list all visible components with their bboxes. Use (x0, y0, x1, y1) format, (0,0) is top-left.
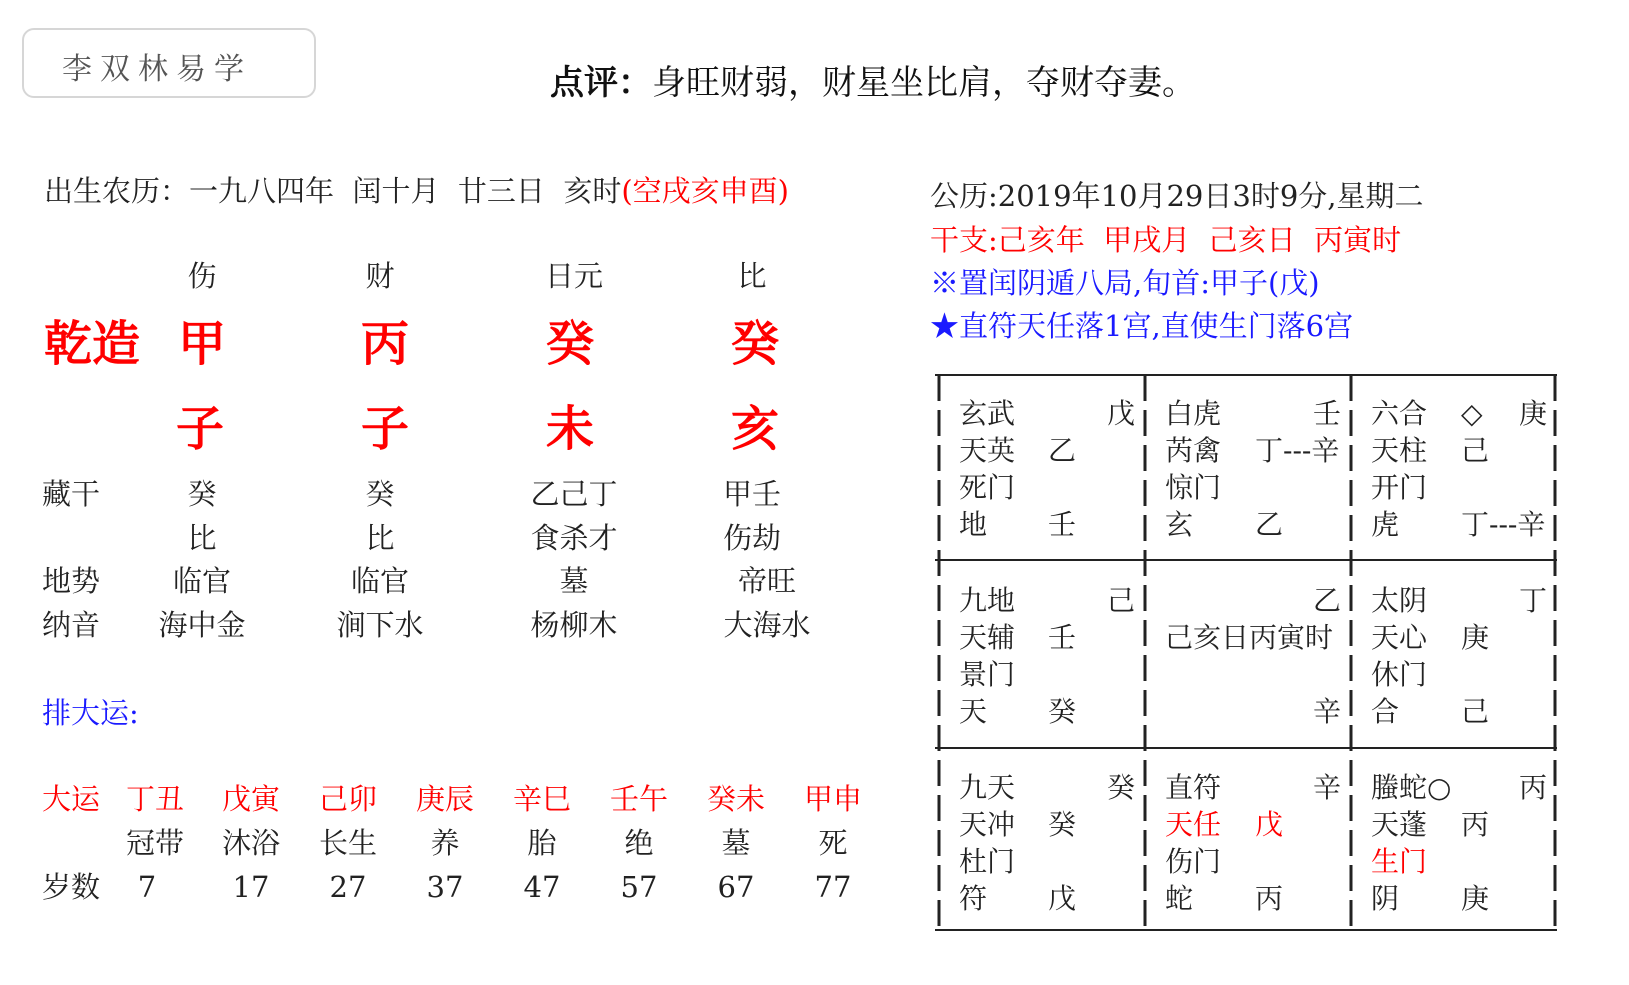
palace-9-door: 生门 (1371, 845, 1428, 878)
nine-palace-grid (935, 373, 1562, 933)
canggan-god-2: 比 (365, 521, 395, 555)
nayin-4: 大海水 (723, 608, 811, 642)
dayun-7: 癸未 (706, 782, 766, 816)
logo-text: 李双林易学 (62, 52, 252, 87)
palace-6-god: 太阴 (1371, 584, 1428, 617)
palace-6-door: 休门 (1371, 658, 1428, 691)
palace-1-bottom: 地 (959, 508, 988, 541)
dayun-1: 丁丑 (125, 782, 185, 816)
dishi-4: 帝旺 (737, 564, 797, 598)
palace-1-door: 死门 (959, 471, 1016, 504)
palace-2-door: 惊门 (1165, 471, 1222, 504)
qianzao-label: 乾造 (44, 316, 141, 372)
palace-1-star: 天英 (959, 434, 1016, 467)
palace-4-bottom: 天 (959, 695, 988, 728)
age-8: 77 (814, 870, 852, 904)
palace-4-top-stem: 己 (1107, 584, 1136, 617)
age-label: 岁数 (42, 870, 101, 904)
palace-8-top-stem: 辛 (1313, 771, 1342, 804)
dishi-2: 临官 (350, 564, 410, 598)
dayun-state-6: 绝 (624, 826, 654, 860)
canggan-god-1: 比 (187, 521, 217, 555)
palace-9-star-stem: 丙 (1461, 808, 1490, 841)
dayun-state-2: 沐浴 (221, 826, 281, 860)
dayun-5: 辛巳 (512, 782, 572, 816)
nayin-2: 涧下水 (336, 608, 424, 642)
palace-7-bottom-stem: 戊 (1048, 882, 1077, 915)
palace-3-star: 天柱 (1371, 434, 1428, 467)
palace-4-bottom-stem: 癸 (1048, 695, 1077, 728)
palace-4-door: 景门 (959, 658, 1016, 691)
palace-5-bottom-stem: 辛 (1313, 695, 1342, 728)
pai-dayun-title: 排大运: (42, 696, 139, 730)
dayun-state-5: 胎 (527, 826, 557, 860)
palace-1-star-stem: 乙 (1048, 434, 1077, 467)
god-3: 日元 (544, 259, 604, 293)
palace-2-star-stem: 丁---辛 (1255, 434, 1340, 467)
palace-3-bottom-stem: 丁---辛 (1461, 508, 1546, 541)
branch-2: 子 (360, 401, 410, 457)
dayun-state-7: 墓 (721, 826, 751, 860)
age-6: 57 (620, 870, 658, 904)
palace-2-star: 芮禽 (1165, 434, 1222, 467)
age-7: 67 (717, 870, 755, 904)
dayun-state-3: 长生 (318, 826, 378, 860)
palace-8-bottom-stem: 丙 (1255, 882, 1284, 915)
dayun-state-4: 养 (430, 826, 460, 860)
palace-9-god: 螣蛇○ (1371, 771, 1452, 804)
dayun-2: 戊寅 (221, 782, 281, 816)
palace-9-star: 天蓬 (1371, 808, 1428, 841)
palace-6-bottom: 合 (1371, 695, 1400, 728)
palace-2-god: 白虎 (1165, 397, 1222, 430)
palace-6-bottom-stem: 己 (1461, 695, 1490, 728)
palace-3-god: 六合 (1371, 397, 1428, 430)
palace-7-star: 天冲 (959, 808, 1016, 841)
canggan-label: 藏干 (42, 477, 101, 511)
palace-3-star-stem: 己 (1461, 434, 1490, 467)
canggan-4: 甲壬 (722, 477, 782, 511)
nayin-3: 杨柳木 (530, 608, 618, 642)
palace-4-god: 九地 (959, 584, 1016, 617)
palace-1-top-stem: 戊 (1107, 397, 1136, 430)
branch-3: 未 (545, 401, 595, 457)
palace-8-star: 天任 (1165, 808, 1222, 841)
palace-5-center-text: 己亥日丙寅时 (1165, 621, 1334, 654)
age-1: 7 (137, 870, 157, 904)
god-4: 比 (737, 259, 767, 293)
branch-4: 亥 (730, 401, 780, 457)
palace-4-star-stem: 壬 (1048, 621, 1077, 654)
palace-8-door: 伤门 (1165, 845, 1222, 878)
palace-6-star-stem: 庚 (1461, 621, 1490, 654)
age-4: 37 (426, 870, 464, 904)
stem-3: 癸 (545, 316, 595, 372)
dayun-state-8: 死 (818, 826, 848, 860)
palace-1-bottom-stem: 壬 (1048, 508, 1077, 541)
birth-label: 出生农历： (44, 174, 190, 208)
palace-6-top-stem: 丁 (1519, 584, 1548, 617)
zhifu-line: ★直符天任落1宫,直使生门落6宫 (930, 309, 1354, 343)
palace-2-top-stem: 壬 (1313, 397, 1342, 430)
stem-4: 癸 (730, 316, 780, 372)
stem-1: 甲 (177, 316, 227, 372)
comment (550, 55, 1196, 104)
birth-text: 一九八四年 闰十月 廿三日 亥时 (189, 174, 622, 208)
palace-7-star-stem: 癸 (1048, 808, 1077, 841)
palace-7-door: 杜门 (959, 845, 1016, 878)
branch-1: 子 (175, 401, 225, 457)
comment-label: 点评： (550, 63, 652, 103)
ju-line: ※置闰阴遁八局,旬首:甲子(戊) (930, 266, 1320, 300)
gongli-line: 公历:2019年10月29日3时9分,星期二 (930, 179, 1424, 213)
palace-8-god: 直符 (1165, 771, 1222, 804)
palace-7-bottom: 符 (959, 882, 988, 915)
birth-line (44, 174, 789, 208)
palace-2-bottom: 玄 (1165, 508, 1194, 541)
god-1: 伤 (187, 259, 217, 293)
god-2: 财 (365, 259, 395, 293)
palace-3-bottom: 虎 (1371, 508, 1400, 541)
dayun-4: 庚辰 (415, 782, 475, 816)
dayun-3: 己卯 (318, 782, 378, 816)
palace-2-bottom-stem: 乙 (1255, 508, 1284, 541)
palace-3-top-stem: 庚 (1519, 397, 1548, 430)
ganzhi-line: 干支:己亥年 甲戌月 己亥日 丙寅时 (930, 223, 1402, 257)
dishi-1: 临官 (172, 564, 232, 598)
palace-3-door: 开门 (1371, 471, 1428, 504)
palace-7-god: 九天 (959, 771, 1016, 804)
canggan-1: 癸 (187, 477, 217, 511)
canggan-god-4: 伤劫 (722, 521, 782, 555)
nayin-1: 海中金 (158, 608, 246, 642)
palace-1-god: 玄武 (959, 397, 1016, 430)
palace-8-bottom: 蛇 (1165, 882, 1194, 915)
palace-5-top-stem: 乙 (1313, 584, 1342, 617)
palace-4-star: 天辅 (959, 621, 1016, 654)
age-5: 47 (523, 870, 561, 904)
canggan-god-3: 食杀才 (530, 521, 618, 555)
palace-3-mark: ◇ (1461, 397, 1483, 430)
palace-9-bottom-stem: 庚 (1461, 882, 1490, 915)
stem-2: 丙 (360, 316, 410, 372)
age-2: 17 (232, 870, 270, 904)
comment-text: 身旺财弱，财星坐比肩，夺财夺妻。 (652, 63, 1196, 103)
dayun-8: 甲申 (803, 782, 863, 816)
canggan-3: 乙己丁 (530, 477, 618, 511)
dishi-3: 墓 (559, 564, 589, 598)
dayun-state-1: 冠带 (125, 826, 185, 860)
dayun-6: 壬午 (609, 782, 669, 816)
palace-7-top-stem: 癸 (1107, 771, 1136, 804)
palace-6-star: 天心 (1371, 621, 1428, 654)
palace-8-star-stem: 戊 (1255, 808, 1284, 841)
dayun-label: 大运 (42, 782, 101, 816)
age-3: 27 (329, 870, 367, 904)
birth-void: (空戌亥申酉) (621, 174, 789, 208)
palace-9-bottom: 阴 (1371, 882, 1400, 915)
nayin-label: 纳音 (42, 608, 101, 642)
dishi-label: 地势 (42, 564, 101, 598)
canggan-2: 癸 (365, 477, 395, 511)
palace-9-top-stem: 丙 (1519, 771, 1548, 804)
